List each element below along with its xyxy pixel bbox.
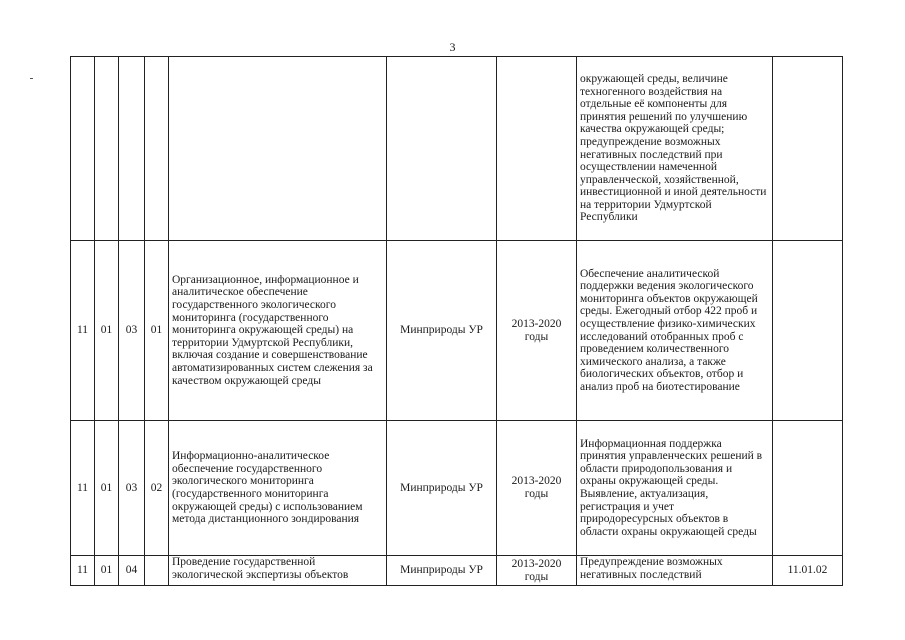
implementation-period: 2013-2020 годы bbox=[497, 556, 577, 586]
indicator-link bbox=[773, 57, 843, 241]
code-subprogram: 01 bbox=[95, 241, 119, 421]
table-row bbox=[71, 421, 843, 556]
implementation-period: 2013-2020 годы bbox=[497, 421, 577, 556]
code-subprogram: 01 bbox=[95, 556, 119, 586]
expected-result: окружающей среды, величине техногенного воздействия на отдельные её компоненты для принятия решений по улучшению качества окружающей среды; предупреждение возможных негативных последствий при осуществлении намеченной управленческой, хозяйственной, инвестиционной и иной деятельности на территории Удмуртской Республики bbox=[577, 57, 773, 241]
code-main-measure: 04 bbox=[119, 556, 145, 586]
measure-description: Организационное, информационное и аналитическое обеспечение государственного экологического мониторинга (государственного мониторинга окружающей среды) на территории Удмуртской Республики, включая создание и совершенствование автоматизированных систем слежения за качеством окружающей среды bbox=[169, 241, 387, 421]
scan-speck bbox=[30, 78, 33, 79]
indicator-link: 11.01.02 bbox=[773, 556, 843, 586]
program-table bbox=[70, 56, 843, 586]
expected-result: Обеспечение аналитической поддержки ведения экологического мониторинга объектов окружающей среды. Ежегодный отбор 422 проб и осуществление физико-химических исследований отобранных проб с проведением количественного химического анализа, а также биологических объектов, отбор и анализ проб на биотестирование bbox=[577, 241, 773, 421]
code-subprogram: 01 bbox=[95, 421, 119, 556]
code-program bbox=[71, 57, 95, 241]
code-program: 11 bbox=[71, 421, 95, 556]
responsible-executor: Минприроды УР bbox=[387, 241, 497, 421]
table-row bbox=[71, 556, 843, 586]
responsible-executor: Минприроды УР bbox=[387, 556, 497, 586]
indicator-link bbox=[773, 241, 843, 421]
code-measure: 02 bbox=[145, 421, 169, 556]
code-main-measure: 03 bbox=[119, 421, 145, 556]
code-subprogram bbox=[95, 57, 119, 241]
code-measure: 01 bbox=[145, 241, 169, 421]
responsible-executor: Минприроды УР bbox=[387, 421, 497, 556]
implementation-period bbox=[497, 57, 577, 241]
implementation-period: 2013-2020 годы bbox=[497, 241, 577, 421]
page-number: 3 bbox=[449, 40, 456, 54]
expected-result: Информационная поддержка принятия управленческих решений в области природопользования и охраны окружающей среды. Выявление, актуализация, регистрация и учет природоресурсных объектов в области охраны окружающей среды bbox=[577, 421, 773, 556]
table-row bbox=[71, 241, 843, 421]
indicator-link bbox=[773, 421, 843, 556]
code-program: 11 bbox=[71, 241, 95, 421]
code-main-measure: 03 bbox=[119, 241, 145, 421]
measure-description: Информационно-аналитическое обеспечение государственного экологического мониторинга (государственного мониторинга окружающей среды) с использованием метода дистанционного зондирования bbox=[169, 421, 387, 556]
code-measure bbox=[145, 57, 169, 241]
measure-description: Проведение государственной экологической экспертизы объектов bbox=[169, 556, 387, 586]
code-main-measure bbox=[119, 57, 145, 241]
responsible-executor bbox=[387, 57, 497, 241]
table-row bbox=[71, 57, 843, 241]
expected-result: Предупреждение возможных негативных последствий bbox=[577, 556, 773, 586]
code-program: 11 bbox=[71, 556, 95, 586]
measure-description bbox=[169, 57, 387, 241]
code-measure bbox=[145, 556, 169, 586]
